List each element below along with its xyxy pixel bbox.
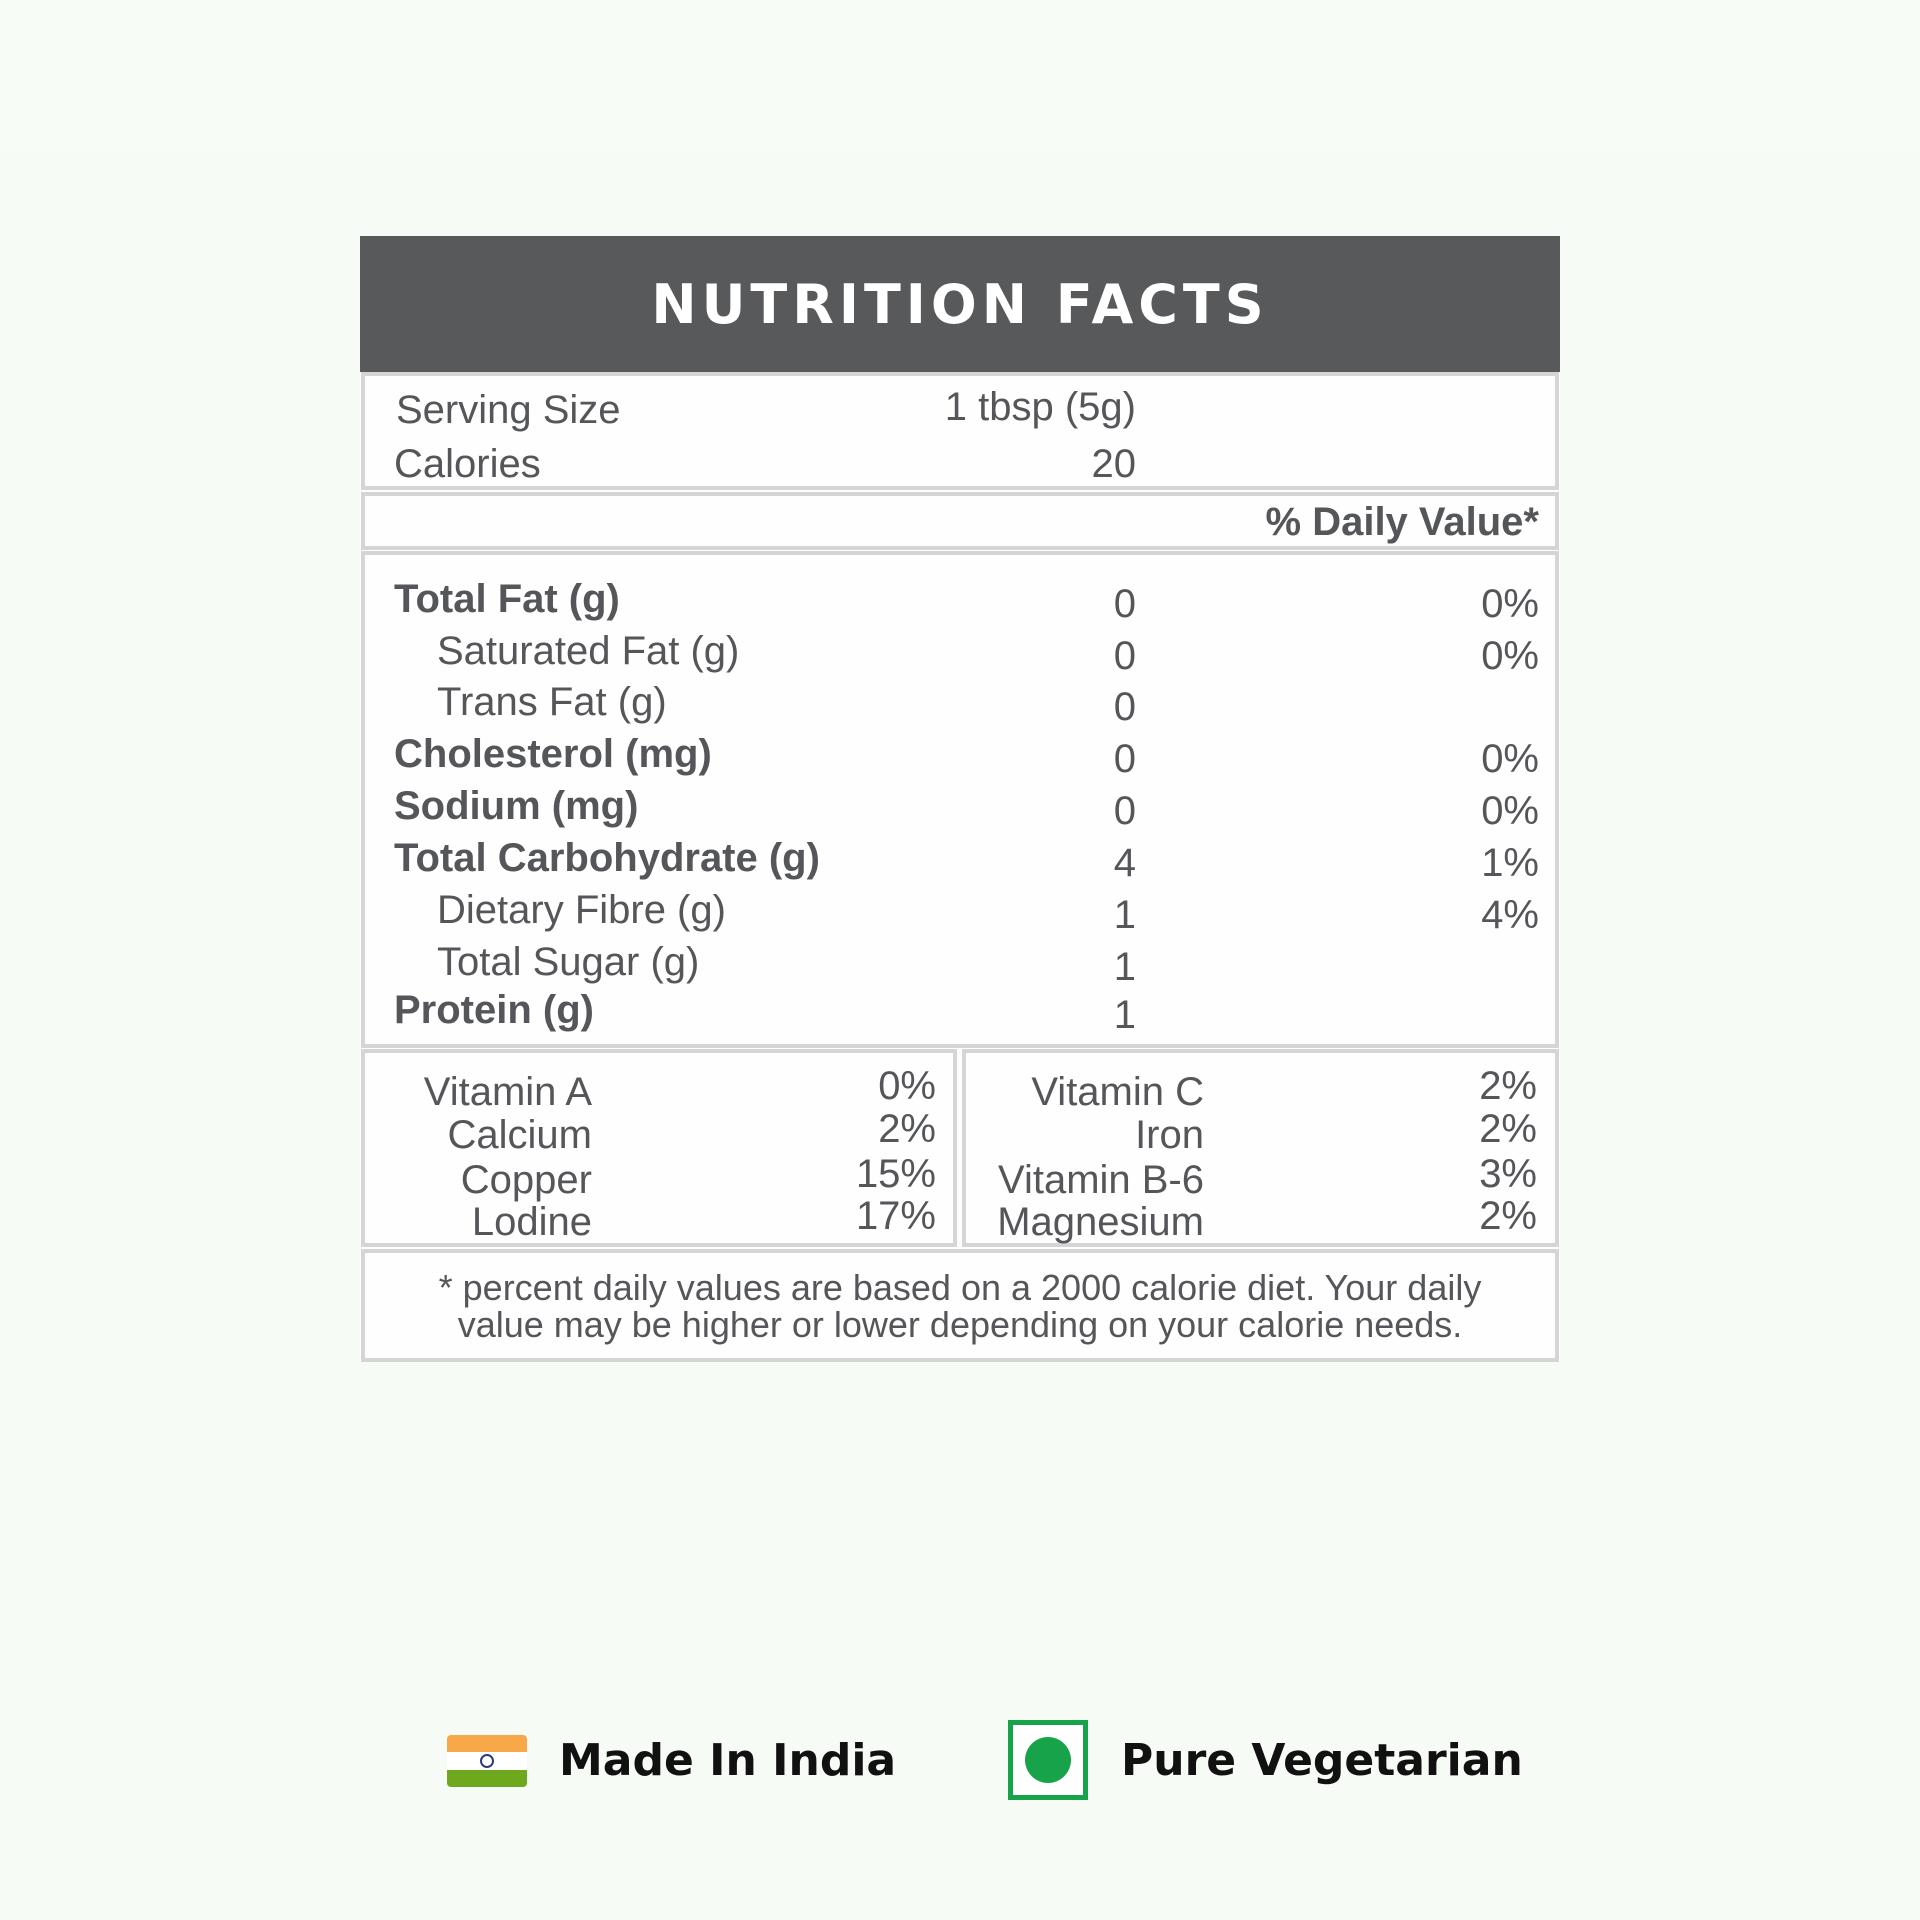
- footnote-line-2: value may be higher or lower depending on your calorie needs.: [457, 1304, 1463, 1345]
- nutrient-name: Total Fat (g): [394, 577, 620, 621]
- vitamin-name: Vitamin C: [1031, 1070, 1204, 1114]
- nutrient-name: Dietary Fibre (g): [437, 888, 726, 932]
- nutrient-amount: 1: [1113, 945, 1136, 989]
- vitamin-name: Magnesium: [997, 1200, 1204, 1244]
- footnote-line-1: * percent daily values are based on a 2000 calorie diet. Your daily: [438, 1267, 1482, 1308]
- india-flag-icon: [447, 1735, 527, 1787]
- nutrient-amount: 0: [1113, 789, 1136, 833]
- nutrient-name: Saturated Fat (g): [437, 629, 740, 673]
- nutrient-daily-value: 0%: [1481, 582, 1539, 626]
- vegetarian-dot-icon: [1025, 1737, 1071, 1783]
- serving-size-value: 1 tbsp (5g): [944, 385, 1136, 429]
- nutrient-name: Cholesterol (mg): [394, 732, 712, 776]
- nutrient-name: Sodium (mg): [394, 784, 639, 828]
- nutrient-name: Total Carbohydrate (g): [394, 836, 820, 880]
- chakra-icon: [480, 1754, 494, 1768]
- vitamin-daily-value: 0%: [878, 1064, 936, 1108]
- calories-value: 20: [1091, 442, 1136, 486]
- pure-vegetarian-label: Pure Vegetarian: [1121, 1735, 1523, 1786]
- nutrient-name: Total Sugar (g): [437, 940, 700, 984]
- top-band: [0, 0, 1920, 152]
- vitamin-name: Calcium: [447, 1113, 592, 1157]
- nutrient-amount: 1: [1113, 893, 1136, 937]
- vitamin-name: Vitamin A: [423, 1070, 592, 1114]
- nutrient-amount: 4: [1113, 841, 1136, 885]
- vitamin-name: Copper: [460, 1158, 592, 1202]
- nutrient-amount: 0: [1113, 634, 1136, 678]
- serving-size-label: Serving Size: [396, 388, 621, 432]
- vitamin-name: Iron: [1135, 1113, 1204, 1157]
- vegetarian-mark-icon: [1008, 1720, 1088, 1800]
- vitamin-daily-value: 2%: [1479, 1107, 1537, 1151]
- nutrient-daily-value: 4%: [1481, 893, 1539, 937]
- nutrient-name: Trans Fat (g): [437, 680, 667, 724]
- nutrient-amount: 0: [1113, 582, 1136, 626]
- flag-green-band: [447, 1770, 527, 1787]
- made-in-india-label: Made In India: [559, 1735, 897, 1786]
- daily-value-header: % Daily Value*: [1265, 500, 1539, 544]
- nutrient-name: Protein (g): [394, 988, 594, 1032]
- vitamin-daily-value: 17%: [855, 1194, 936, 1238]
- vitamin-daily-value: 3%: [1479, 1152, 1537, 1196]
- nutrient-daily-value: 0%: [1481, 789, 1539, 833]
- nutrient-amount: 0: [1113, 737, 1136, 781]
- nutrition-facts-title: NUTRITION FACTS: [360, 236, 1560, 372]
- nutrient-daily-value: 0%: [1481, 737, 1539, 781]
- vitamin-daily-value: 15%: [855, 1152, 936, 1196]
- vitamin-daily-value: 2%: [1479, 1064, 1537, 1108]
- vitamin-name: Lodine: [471, 1200, 592, 1244]
- vitamin-daily-value: 2%: [1479, 1194, 1537, 1238]
- nutrient-amount: 0: [1113, 685, 1136, 729]
- nutrient-amount: 1: [1113, 993, 1136, 1037]
- nutrient-daily-value: 1%: [1481, 841, 1539, 885]
- vitamin-name: Vitamin B-6: [997, 1158, 1204, 1202]
- calories-label: Calories: [394, 442, 541, 486]
- flag-saffron-band: [447, 1735, 527, 1752]
- nutrient-daily-value: 0%: [1481, 634, 1539, 678]
- vitamin-daily-value: 2%: [878, 1107, 936, 1151]
